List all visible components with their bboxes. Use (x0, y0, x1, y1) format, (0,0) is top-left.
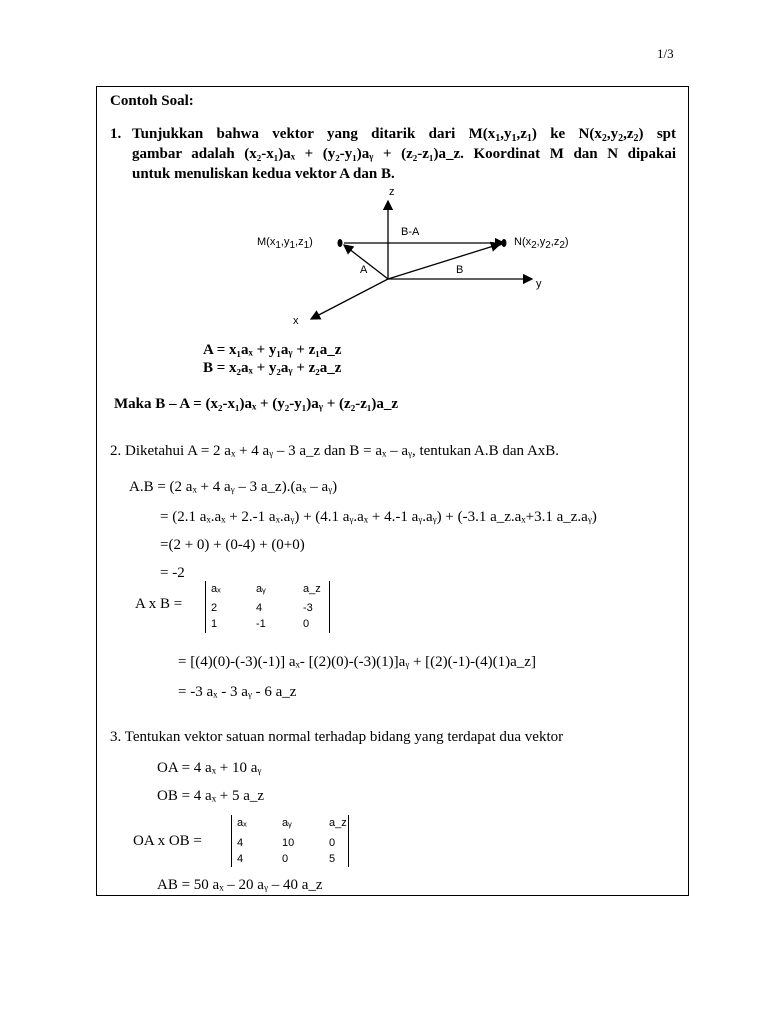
eq-a: A = x₁aₓ + y₁aᵧ + z₁a_z (203, 342, 342, 358)
det-cell: a_z (329, 817, 347, 829)
p3-question: 3. Tentukan vektor satuan normal terhadap bidang yang terdapat dua vektor (110, 729, 564, 745)
y-label: y (536, 278, 542, 290)
p2-dot-line3: =(2 + 0) + (0-4) + (0+0) (160, 537, 305, 553)
p1-number: 1. (110, 126, 122, 142)
p2-cross-line2: = -3 aₓ - 3 aᵧ - 6 a_z (178, 684, 297, 700)
det-cell: aᵧ (282, 817, 292, 829)
b-label: B (456, 264, 464, 276)
a-label: A (360, 264, 368, 276)
det-cell: 4 (237, 837, 244, 849)
m-label: $M(x_1,y_1,z_1)$ (257, 236, 313, 251)
point-m (338, 239, 343, 247)
p3-determinant (229, 815, 351, 867)
p3-cross-label: OA x OB = (133, 833, 202, 849)
det-cell: 2 (211, 602, 218, 614)
p2-dot-line2: = (2.1 aₓ.aₓ + 2.-1 aₓ.aᵧ) + (4.1 aᵧ.aₓ + 4.-1 aᵧ.aᵧ) + (-3.1 a_z.aₓ+3.1 a_z.aᵧ) (160, 509, 597, 525)
p3-oa: OA = 4 aₓ + 10 aᵧ (157, 760, 262, 776)
det-cell: -3 (303, 602, 313, 614)
p2-determinant (203, 581, 331, 633)
ba-label: B-A (401, 226, 420, 238)
p2-dot-line4: = -2 (160, 565, 185, 581)
heading: Contoh Soal: (110, 93, 194, 109)
p3-ab: AB = 50 aₓ – 20 aᵧ – 40 a_z (157, 877, 323, 893)
det-cell: 10 (282, 837, 295, 849)
det-cell: a_z (303, 583, 321, 595)
p1-line2: gambar adalah (x₂-x₁)aₓ + (y₂-y₁)aᵧ + (z₂-z₁)a_z. Koordinat M dan N dipakai (132, 146, 676, 162)
det-cell: 0 (329, 837, 336, 849)
p2-question: 2. Diketahui A = 2 aₓ + 4 aᵧ – 3 a_z dan B = aₓ – aᵧ, tentukan A.B dan AxB. (110, 443, 560, 459)
p2-cross-label: A x B = (135, 596, 183, 612)
det-cell: -1 (256, 618, 266, 630)
p1-line3: untuk menuliskan kedua vektor A dan B. (132, 166, 395, 182)
det-cell: 1 (211, 618, 218, 630)
p2-dot-line1: A.B = (2 aₓ + 4 aᵧ – 3 a_z).(aₓ – aᵧ) (129, 479, 338, 495)
det-cell: aₓ (211, 583, 221, 595)
point-n (502, 239, 507, 247)
det-cell: aᵧ (256, 583, 266, 595)
maka-line: Maka B – A = (x₂-x₁)aₓ + (y₂-y₁)aᵧ + (z₂-z₁)a_z (114, 396, 398, 412)
page-number: 1/3 (657, 46, 674, 61)
det-cell: 4 (256, 602, 263, 614)
det-cell: 4 (237, 853, 244, 865)
eq-b: B = x₂aₓ + y₂aᵧ + z₂a_z (203, 360, 342, 376)
n-label: $N(x_2,y_2,z_2)$ (514, 236, 569, 251)
det-cell: 0 (282, 853, 289, 865)
p2-cross-line1: = [(4)(0)-(-3)(-1)] aₓ- [(2)(0)-(-3)(1)]aᵧ + [(2)(-1)-(4)(1)a_z] (178, 654, 536, 670)
p3-ob: OB = 4 aₓ + 5 a_z (157, 788, 265, 804)
x-axis (311, 279, 388, 319)
p1-line1: Tunjukkan bahwa vektor yang ditarik dari $M(x_1,y_1,z_1)$ ke $N(x_2,y_2,z_2)$ spt (132, 126, 676, 144)
x-label: x (293, 315, 299, 327)
det-cell: aₓ (237, 817, 247, 829)
vector-b (388, 244, 500, 279)
det-cell: 0 (303, 618, 310, 630)
z-label: z (389, 186, 395, 198)
det-cell: 5 (329, 853, 336, 865)
